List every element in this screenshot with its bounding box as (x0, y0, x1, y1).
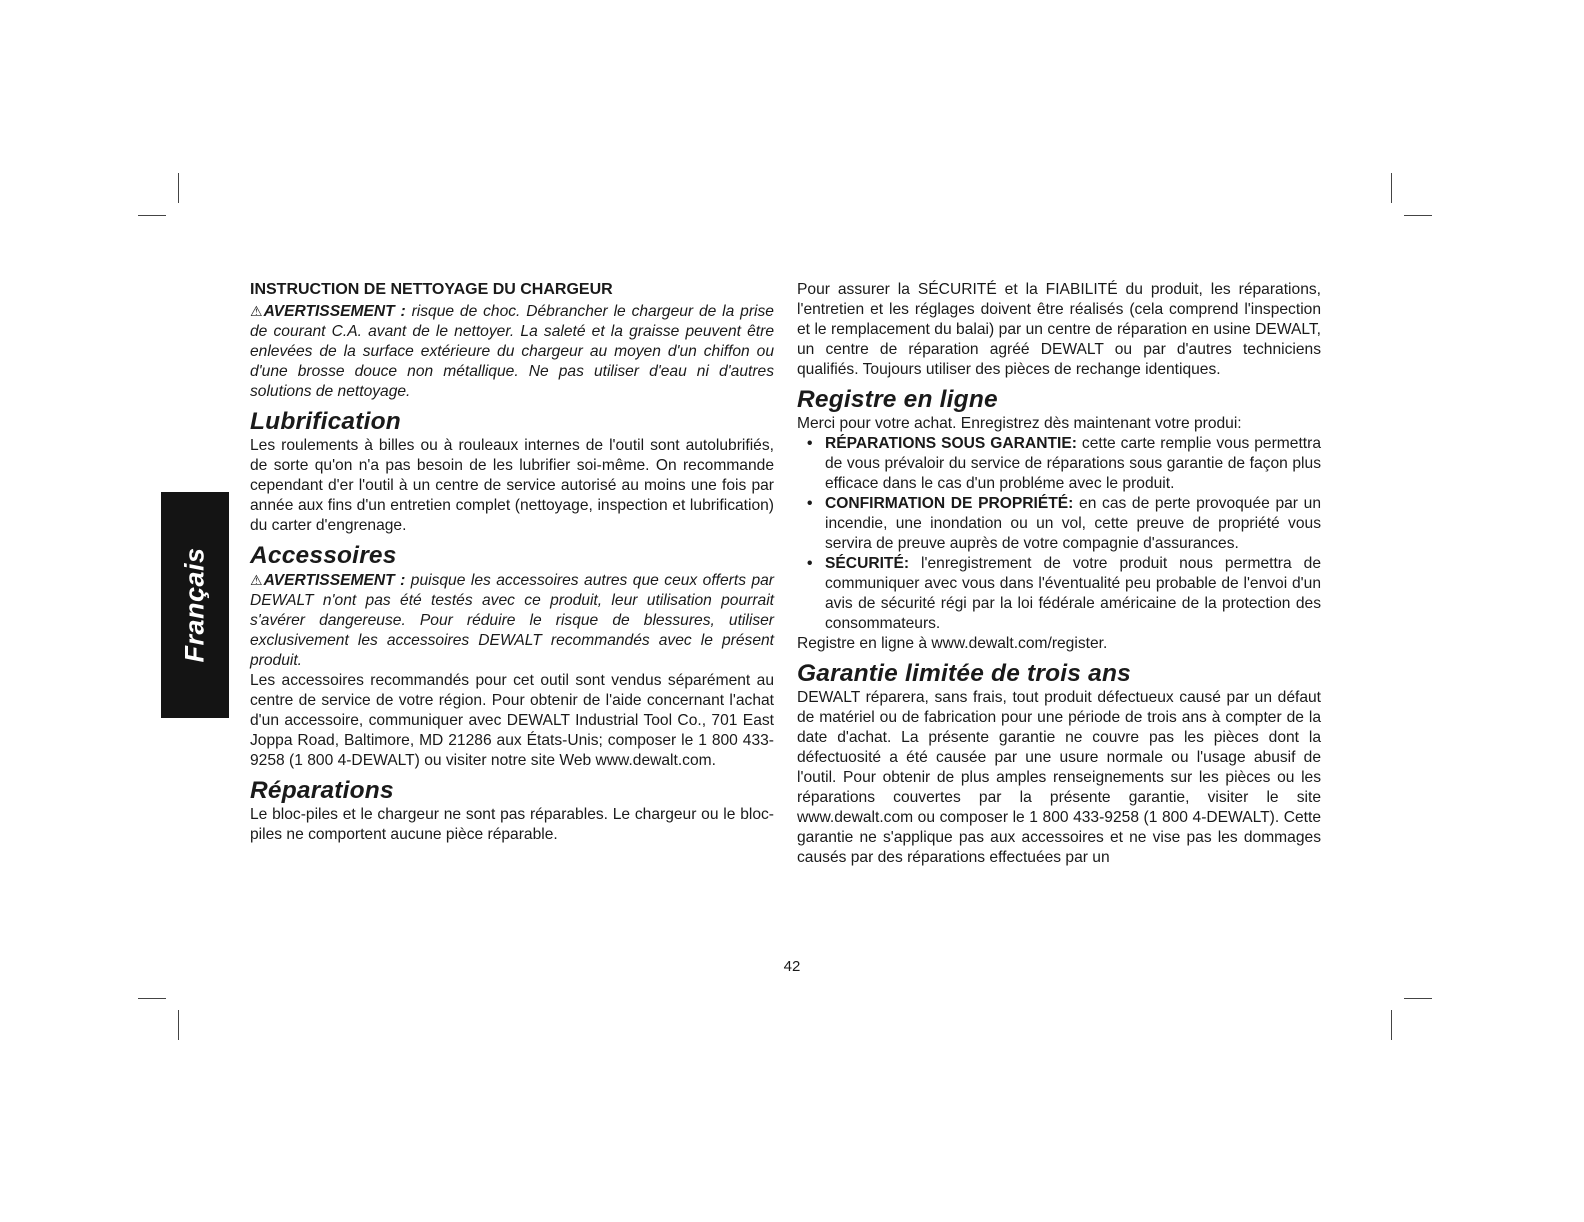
list-item-label: CONFIRMATION DE PROPRIÉTÉ: (825, 495, 1074, 512)
service-intro: Pour assurer la SÉCURITÉ et la FIABILITÉ du produit, les réparations, l'entretien et les réglages doivent être réalisés (cela comprend l'inspection et le remplacement du balai) par un centre de réparation en usine DEWALT, un centre de réparation agréé DEWALT ou par d'autres techniciens qualifiés. Toujours utiliser des pièces de rechange identiques. (797, 281, 1321, 378)
warning-triangle-icon: ⚠ (250, 303, 263, 319)
crop-mark (1404, 215, 1432, 216)
crop-mark (1391, 1010, 1392, 1040)
list-item (797, 434, 1321, 494)
lubrification-heading: Lubrification (250, 408, 401, 435)
list-item-text: cette carte remplie vous permettra de vous prévaloir du service de réparations sous garantie de façon plus efficace dans le cas d'un probléme avec le produit. (825, 435, 1321, 492)
language-side-tab (161, 492, 229, 718)
cleaning-heading: INSTRUCTION DE NETTOYAGE DU CHARGEUR (250, 281, 613, 298)
cleaning-warning (250, 301, 774, 402)
registre-footer: Registre en ligne à www.dewalt.com/register. (797, 635, 1108, 652)
garantie-heading: Garantie limitée de trois ans (797, 660, 1131, 687)
accessoires-heading: Accessoires (250, 542, 397, 569)
left-column (250, 280, 774, 845)
list-item-text: l'enregistrement de votre produit nous permettra de communiquer avec vous dans l'éventualité peu probable de l'envoi d'un avis de sécurité régi par la loi fédérale américaine de la protection des consommateurs. (825, 555, 1321, 632)
garantie-text: DEWALT réparera, sans frais, tout produit défectueux causé par un défaut de matériel ou de fabrication pour une période de trois ans à compter de la date d'achat. La présente garantie ne couvre pas les pièces dont la défectuosité a été causée par une usure normale ou l'usage abusif de l'outil. Pour obtenir de plus amples renseignements sur les pièces ou les réparations couvertes par la présente garantie, visiter le site www.dewalt.com ou composer le 1 800 433-9258 (1 800 4-DEWALT). Cette garantie ne s'applique pas aux accessoires et ne vise pas les dommages causés par des réparations effectuées par un (797, 689, 1321, 866)
warning-text: puisque les accessoires autres que ceux offerts par DEWALT n'ont pas été testés avec ce produit, leur utilisation pourrait s'avérer dangereuse. Pour réduire le risque de blessures, utiliser exclusivement les accessoires DEWALT recommandés avec le présent produit. (250, 572, 774, 669)
list-item (797, 494, 1321, 554)
crop-mark (138, 215, 166, 216)
crop-mark (138, 998, 166, 999)
reparations-heading: Réparations (250, 777, 394, 804)
bullet: • (807, 435, 813, 452)
right-column (797, 280, 1321, 868)
language-label: Français (179, 547, 210, 663)
accessoires-text: Les accessoires recommandés pour cet outil sont vendus séparément au centre de service de votre région. Pour obtenir de l'aide concernant l'achat d'un accessoire, communiquer avec DEWALT Industrial Tool Co., 701 East Joppa Road, Baltimore, MD 21286 aux États-Unis; composer le 1 800 433-9258 (1 800 4-DEWALT) ou visiter notre site Web www.dewalt.com. (250, 672, 774, 769)
page-number: 42 (783, 958, 801, 975)
reparations-text: Le bloc-piles et le chargeur ne sont pas réparables. Le chargeur ou le bloc-piles ne comportent aucune pièce réparable. (250, 806, 774, 843)
bullet: • (807, 555, 813, 572)
registre-heading: Registre en ligne (797, 386, 998, 413)
lubrification-text: Les roulements à billes ou à rouleaux internes de l'outil sont autolubrifiés, de sorte qu'on n'a pas besoin de les lubrifier soi-même. On recommande cependant d'er l'outil à un centre de service autorisé au moins une fois par année aux fins d'un entretien complet (nettoyage, inspection et lubrification) du carter d'engrenage. (250, 437, 774, 534)
warning-label: AVERTISSEMENT : (263, 572, 406, 589)
warning-text: risque de choc. Débrancher le chargeur de la prise de courant C.A. avant de le nettoyer. La saleté et la graisse peuvent être enlevées de la surface extérieure du chargeur au moyen d'un chiffon ou d'une brosse douce non métallique. Ne pas utiliser d'eau ni d'autres solutions de nettoyage. (250, 303, 774, 400)
crop-mark (178, 173, 179, 203)
list-item (797, 554, 1321, 634)
crop-mark (1391, 173, 1392, 203)
crop-mark (1404, 998, 1432, 999)
warning-triangle-icon: ⚠ (250, 572, 263, 588)
bullet: • (807, 495, 813, 512)
crop-mark (178, 1010, 179, 1040)
registre-list (797, 434, 1321, 634)
registre-intro: Merci pour votre achat. Enregistrez dès maintenant votre produi: (797, 415, 1242, 432)
list-item-text: en cas de perte provoquée par un incendie, une inondation ou un vol, cette preuve de propriété vous servira de preuve auprès de votre compagnie d'assurances. (825, 495, 1321, 552)
list-item-label: RÉPARATIONS SOUS GARANTIE: (825, 435, 1077, 452)
list-item-label: SÉCURITÉ: (825, 555, 910, 572)
accessoires-warning (250, 570, 774, 671)
warning-label: AVERTISSEMENT : (263, 303, 406, 320)
